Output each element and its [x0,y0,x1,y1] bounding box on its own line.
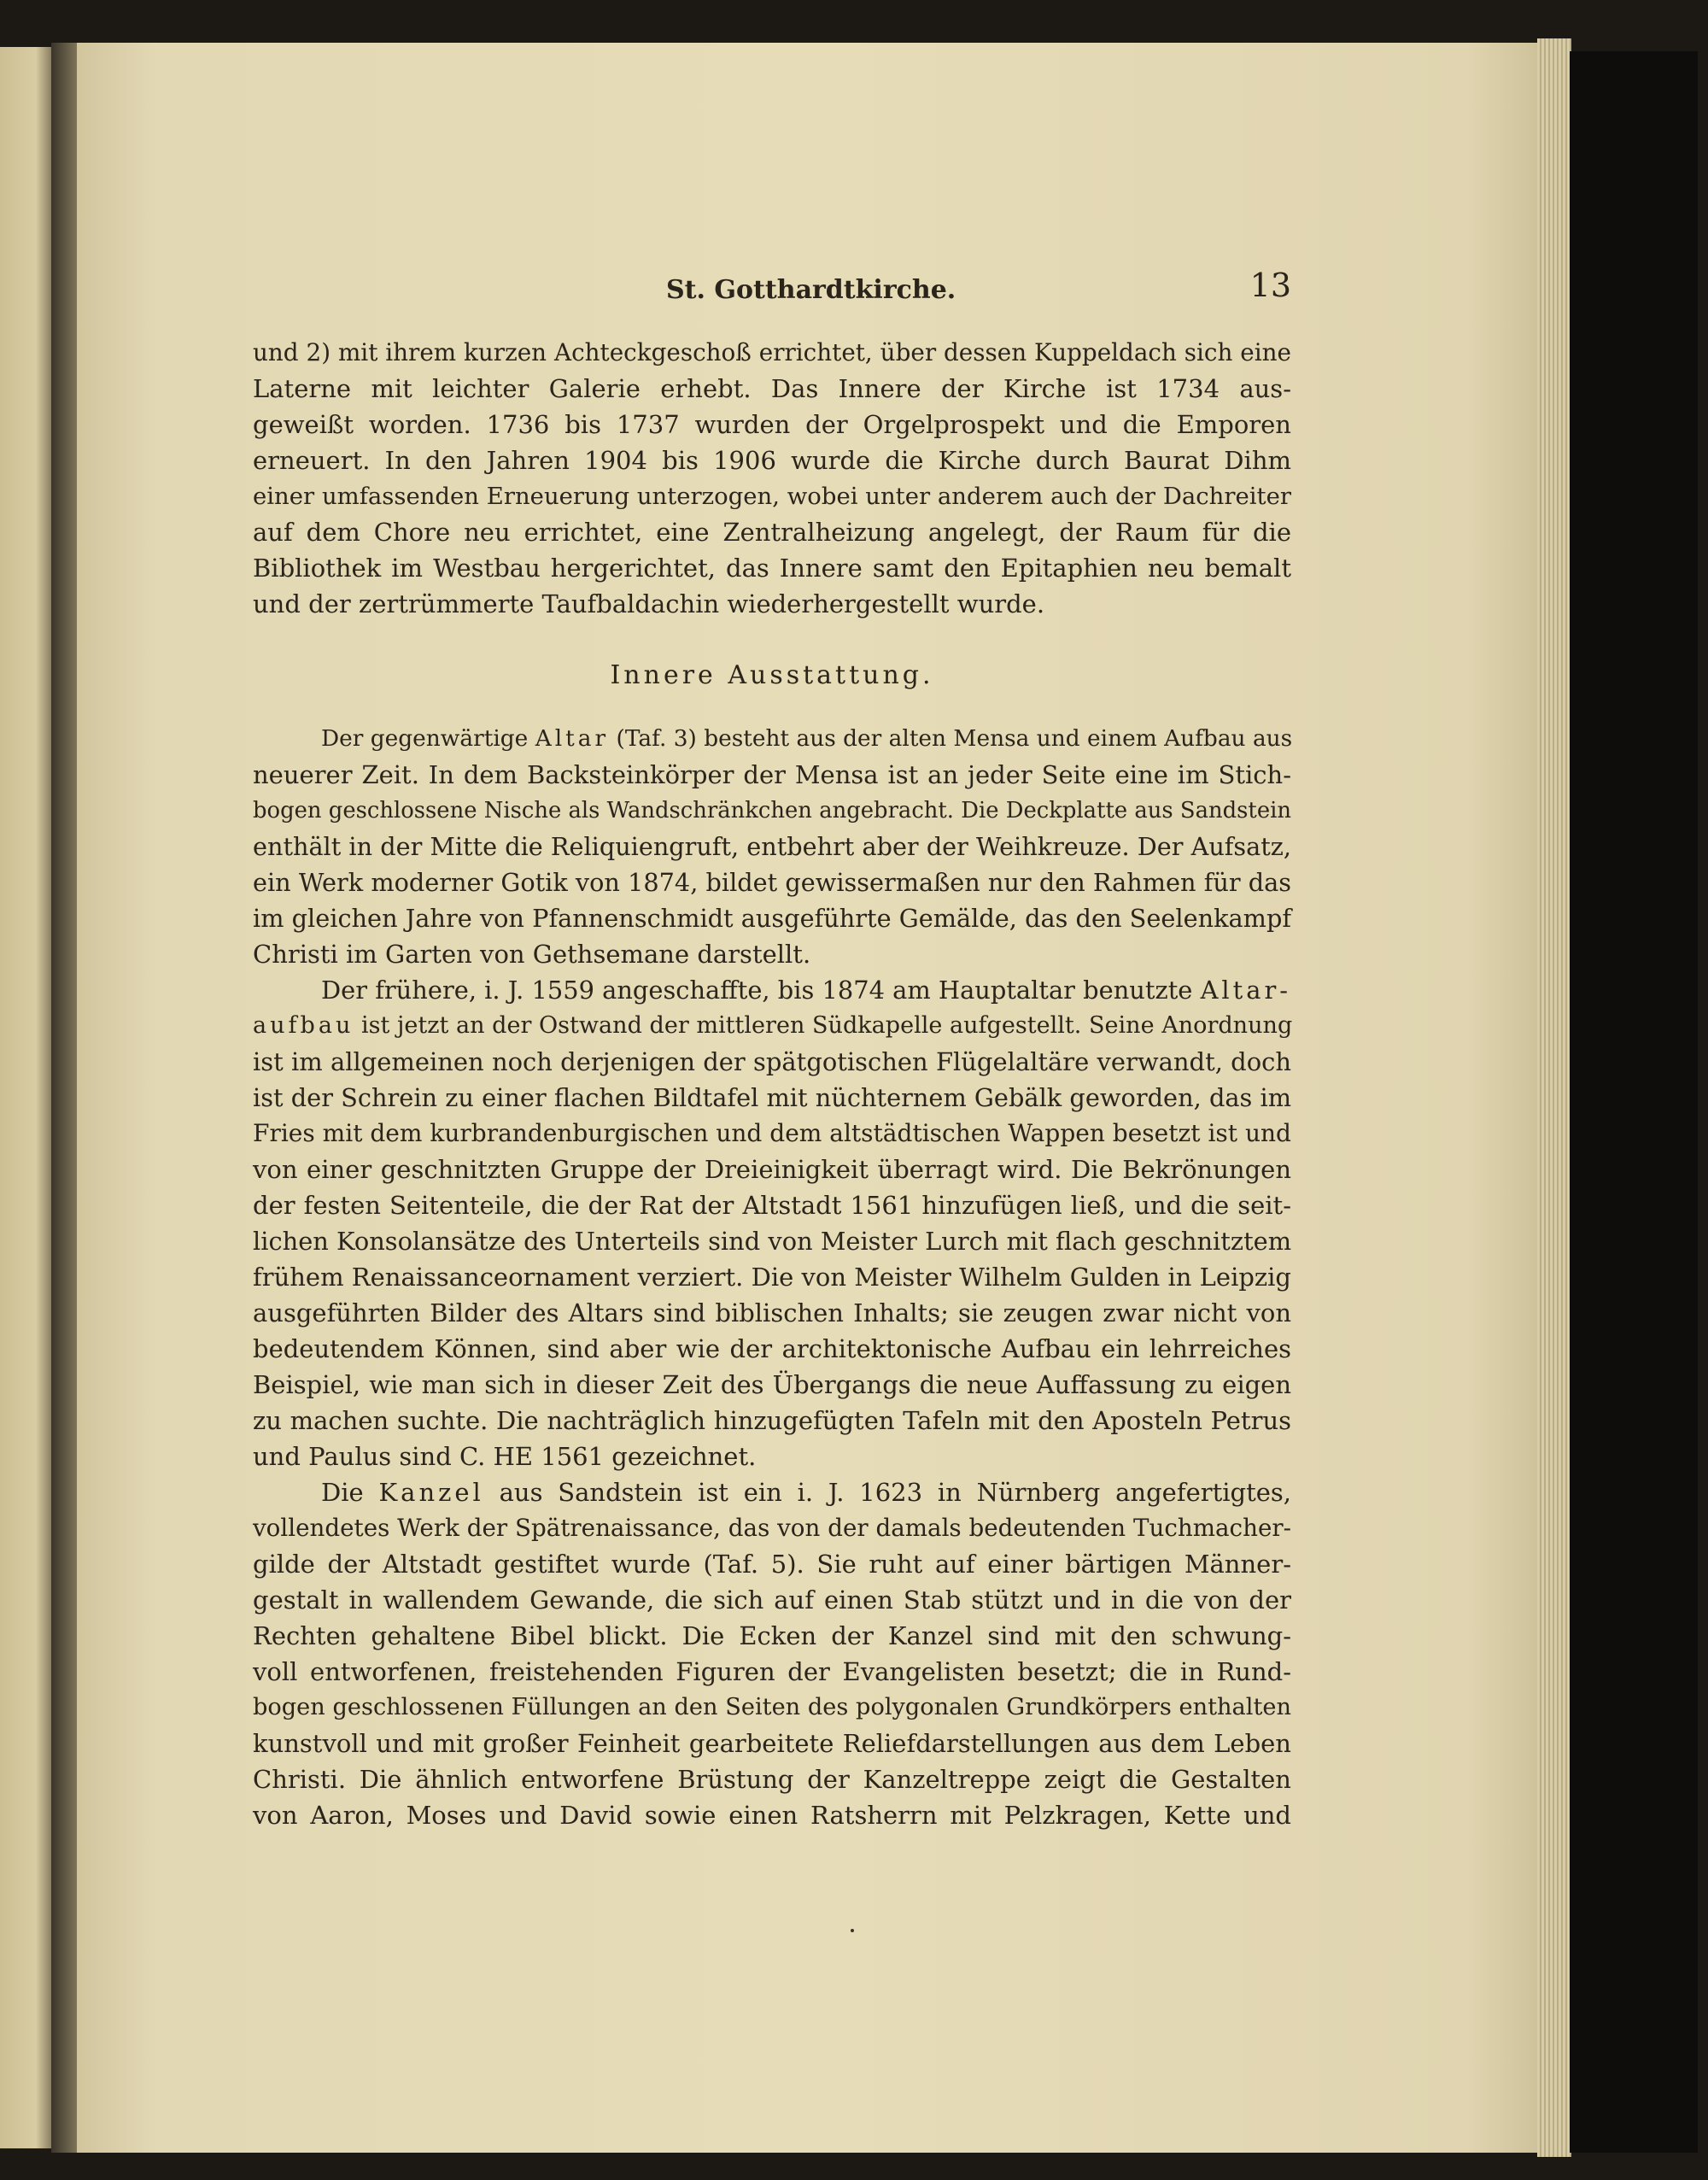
emphasized-term: Altar [535,725,610,752]
text-line [253,972,1291,1008]
emphasized-term: aufbau [253,1012,354,1039]
paragraph-4 [253,1474,1291,1833]
paragraph-2 [253,721,1291,972]
text-line: Fries mit dem kurbrandenburgischen und dem altstädtischen Wappen besetzt ist und [253,1119,1291,1147]
text-line: und Paulus sind C. HE 1561 gezeichnet. [253,1442,757,1471]
book-cover-edge [1570,51,1698,2153]
text-line: Christi im Garten von Gethsemane darstellt. [253,940,811,969]
text-line: und 2) mit ihrem kurzen Achteckgeschoß errichtet, über dessen Kuppeldach sich eine [253,338,1291,366]
text-line [253,1474,1291,1510]
text-run: Der frühere, i. J. 1559 angeschaffte, bis 1874 am Hauptaltar benutzte [321,976,1201,1005]
text-run: Der gegenwärtige [321,725,535,752]
text-line: Rechten gehaltene Bibel blickt. Die Ecken der Kanzel sind mit den schwung- [253,1621,1291,1650]
text-line: bogen geschlossenen Füllungen an den Seiten des polygonalen Grundkörpers enthalten [253,1694,1291,1720]
text-line: Laterne mit leichter Galerie erhebt. Das Innere der Kirche ist 1734 aus- [253,374,1291,403]
text-line: und der zertrümmerte Taufbaldachin wiederhergestellt wurde. [253,589,1045,618]
previous-page-edge [0,47,51,2148]
body-text [253,335,1291,1833]
page-block-edge [1537,38,1571,2157]
text-line: voll entworfenen, freistehenden Figuren der Evangelisten besetzt; die in Rund- [253,1657,1291,1686]
paragraph-1 [253,335,1291,622]
text-line: enthält in der Mitte die Reliquiengruft, entbehrt aber der Weihkreuze. Der Aufsatz, [253,832,1291,861]
running-head [256,265,1291,316]
text-run: Die [321,1478,379,1507]
emphasized-term: Altar- [1200,976,1291,1005]
text-line: vollendetes Werk der Spätrenaissance, das von der damals bedeutenden Tuchmacher- [253,1514,1291,1542]
text-line: der festen Seitenteile, die der Rat der Altstadt 1561 hinzufügen ließ, und die seit- [253,1191,1291,1220]
text-run: ist jetzt an der Ostwand der mittleren Südkapelle aufgestellt. Seine Anordnung [354,1012,1293,1039]
text-line: auf dem Chore neu errichtet, eine Zentralheizung angelegt, der Raum für die [253,518,1291,547]
text-line: zu machen suchte. Die nachträglich hinzugefügten Tafeln mit den Aposteln Petrus [253,1406,1291,1435]
text-line: einer umfassenden Erneuerung unterzogen, wobei unter anderem auch der Dachreiter [253,483,1291,510]
text-line: lichen Konsolansätze des Unterteils sind von Meister Lurch mit flach geschnitztem [253,1227,1292,1256]
text-line [253,721,1291,757]
gutter-shadow [51,43,77,2153]
text-line: ist der Schrein zu einer flachen Bildtafel mit nüchternem Gebälk geworden, das im [253,1083,1291,1112]
text-line: Beispiel, wie man sich in dieser Zeit des Übergangs die neue Auffassung zu eigen [253,1370,1291,1399]
text-line: ist im allgemeinen noch derjenigen der spätgotischen Flügelaltäre verwandt, doch [253,1047,1291,1076]
text-line: kunstvoll und mit großer Feinheit gearbeitete Reliefdarstellungen aus dem Leben [253,1729,1291,1758]
ink-speck [851,1929,854,1932]
text-run: (Taf. 3) besteht aus der alten Mensa und einem Aufbau aus [609,725,1293,752]
text-line: Christi. Die ähnlich entworfene Brüstung der Kanzeltreppe zeigt die Gestalten [253,1765,1291,1794]
text-line: gilde der Altstadt gestiftet wurde (Taf. 5). Sie ruht auf einer bärtigen Männer- [253,1550,1291,1579]
text-line: frühem Renaissanceornament verziert. Die von Meister Wilhelm Gulden in Leipzig [253,1263,1291,1292]
text-line [253,1008,1291,1044]
text-run: aus Sandstein ist ein i. J. 1623 in Nürnberg angefertigtes, [483,1478,1292,1507]
text-line: erneuert. In den Jahren 1904 bis 1906 wurde die Kirche durch Baurat Dihm [253,446,1291,475]
running-title: St. Gotthardtkirche. [666,275,956,305]
text-line: bogen geschlossene Nische als Wandschränkchen angebracht. Die Deckplatte aus Sandstein [253,798,1291,823]
text-line: Bibliothek im Westbau hergerichtet, das Innere samt den Epitaphien neu bemalt [253,554,1291,583]
page-number: 13 [1249,267,1291,304]
section-heading: Innere Ausstattung. [610,660,934,690]
text-line: von Aaron, Moses und David sowie einen Ratsherrn mit Pelzkragen, Kette und [253,1801,1291,1830]
emphasized-term: Kanzel [378,1478,484,1507]
text-line: von einer geschnitzten Gruppe der Dreieinigkeit überragt wird. Die Bekrönungen [253,1155,1291,1184]
text-line: bedeutendem Können, sind aber wie der architektonische Aufbau ein lehrreiches [253,1334,1291,1363]
text-line: neuerer Zeit. In dem Backsteinkörper der Mensa ist an jeder Seite eine im Stich- [253,760,1291,789]
text-line: ausgeführten Bilder des Altars sind biblischen Inhalts; sie zeugen zwar nicht von [253,1298,1291,1327]
text-line: gestalt in wallendem Gewande, die sich auf einen Stab stützt und in die von der [253,1585,1291,1614]
text-line: ein Werk moderner Gotik von 1874, bildet gewissermaßen nur den Rahmen für das [253,868,1291,897]
text-line: geweißt worden. 1736 bis 1737 wurden der Orgelprospekt und die Emporen [253,410,1291,439]
paragraph-3 [253,972,1291,1474]
text-line: im gleichen Jahre von Pfannenschmidt ausgeführte Gemälde, das den Seelenkampf [253,904,1291,933]
